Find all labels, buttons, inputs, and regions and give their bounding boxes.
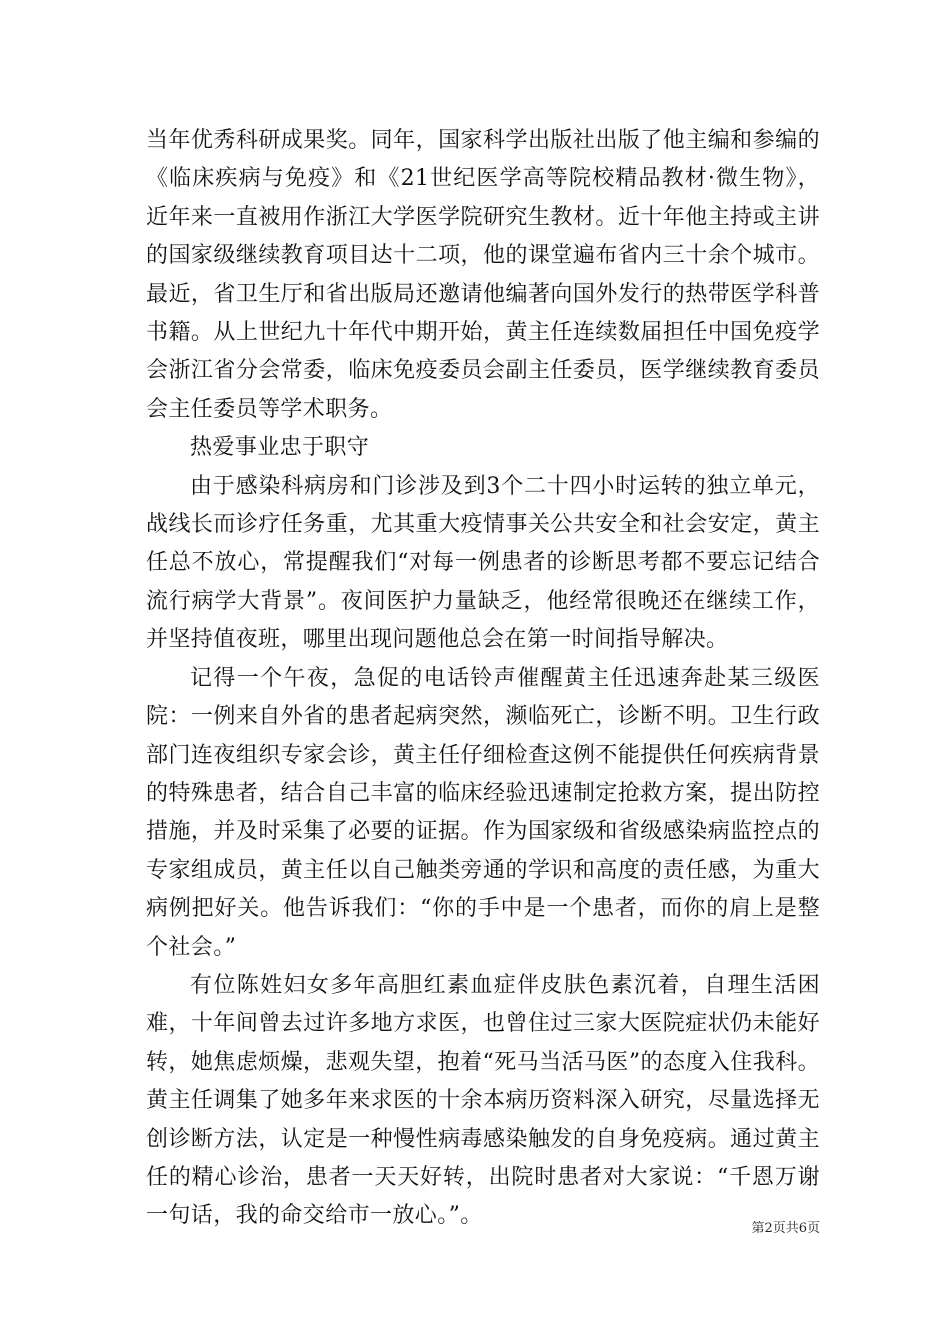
paragraph-continuation: 当年优秀科研成果奖。同年，国家科学出版社出版了他主编和参编的《临床疾病与免疫》和《21世纪医学高等院校精品教材·微生物》，近年来一直被用作浙江大学医学院研究生教材。近十年他主持或主讲的国家级继续教育项目达十二项，他的课堂遍布省内三十余个城市。最近，省卫生厅和省出版局还邀请他编著向国外发行的热带医学科普书籍。从上世纪九十年代中期开始，黄主任连续数届担任中国免疫学会浙江省分会常委，临床免疫委员会副主任委员，医学继续教育委员会主任委员等学术职务。 bbox=[146, 128, 820, 422]
page-number-footer: 第2页共6页 bbox=[751, 1221, 820, 1236]
paragraph-midnight-call: 记得一个午夜，急促的电话铃声催醒黄主任迅速奔赴某三级医院：一例来自外省的患者起病突然，濒临死亡，诊断不明。卫生行政部门连夜组织专家会诊，黄主任仔细检查这例不能提供任何疾病背景的特殊患者，结合自己丰富的临床经验迅速制定抢救方案，提出防控措施，并及时采集了必要的证据。作为国家级和省级感染病监控点的专家组成员，黄主任以自己触类旁通的学识和高度的责任感，为重大病例把好关。他告诉我们：“你的手中是一个患者，而你的肩上是整个社会。” bbox=[146, 665, 820, 960]
paragraph-patient-story: 有位陈姓妇女多年高胆红素血症伴皮肤色素沉着，自理生活困难，十年间曾去过许多地方求医，也曾住过三家大医院症状仍未能好转，她焦虑烦燥，悲观失望，抱着“死马当活马医”的态度入住我科。黄主任调集了她多年来求医的十余本病历资料深入研究，尽量选择无创诊断方法，认定是一种慢性病毒感染触发的自身免疫病。通过黄主任的精心诊治，患者一天天好转，出院时患者对大家说：“千恩万谢一句话，我的命交给市一放心。”。 bbox=[146, 972, 820, 1229]
document-body bbox=[146, 122, 820, 1236]
paragraph-ward-duty: 由于感染科病房和门诊涉及到3个二十四小时运转的独立单元，战线长而诊疗任务重，尤其重大疫情事关公共安全和社会安定，黄主任总不放心，常提醒我们“对每一例患者的诊断思考都不要忘记结合流行病学大背景”。夜间医护力量缺乏，他经常很晚还在继续工作，并坚持值夜班，哪里出现问题他总会在第一时间指导解决。 bbox=[146, 473, 820, 653]
section-heading: 热爱事业忠于职守 bbox=[190, 435, 370, 461]
